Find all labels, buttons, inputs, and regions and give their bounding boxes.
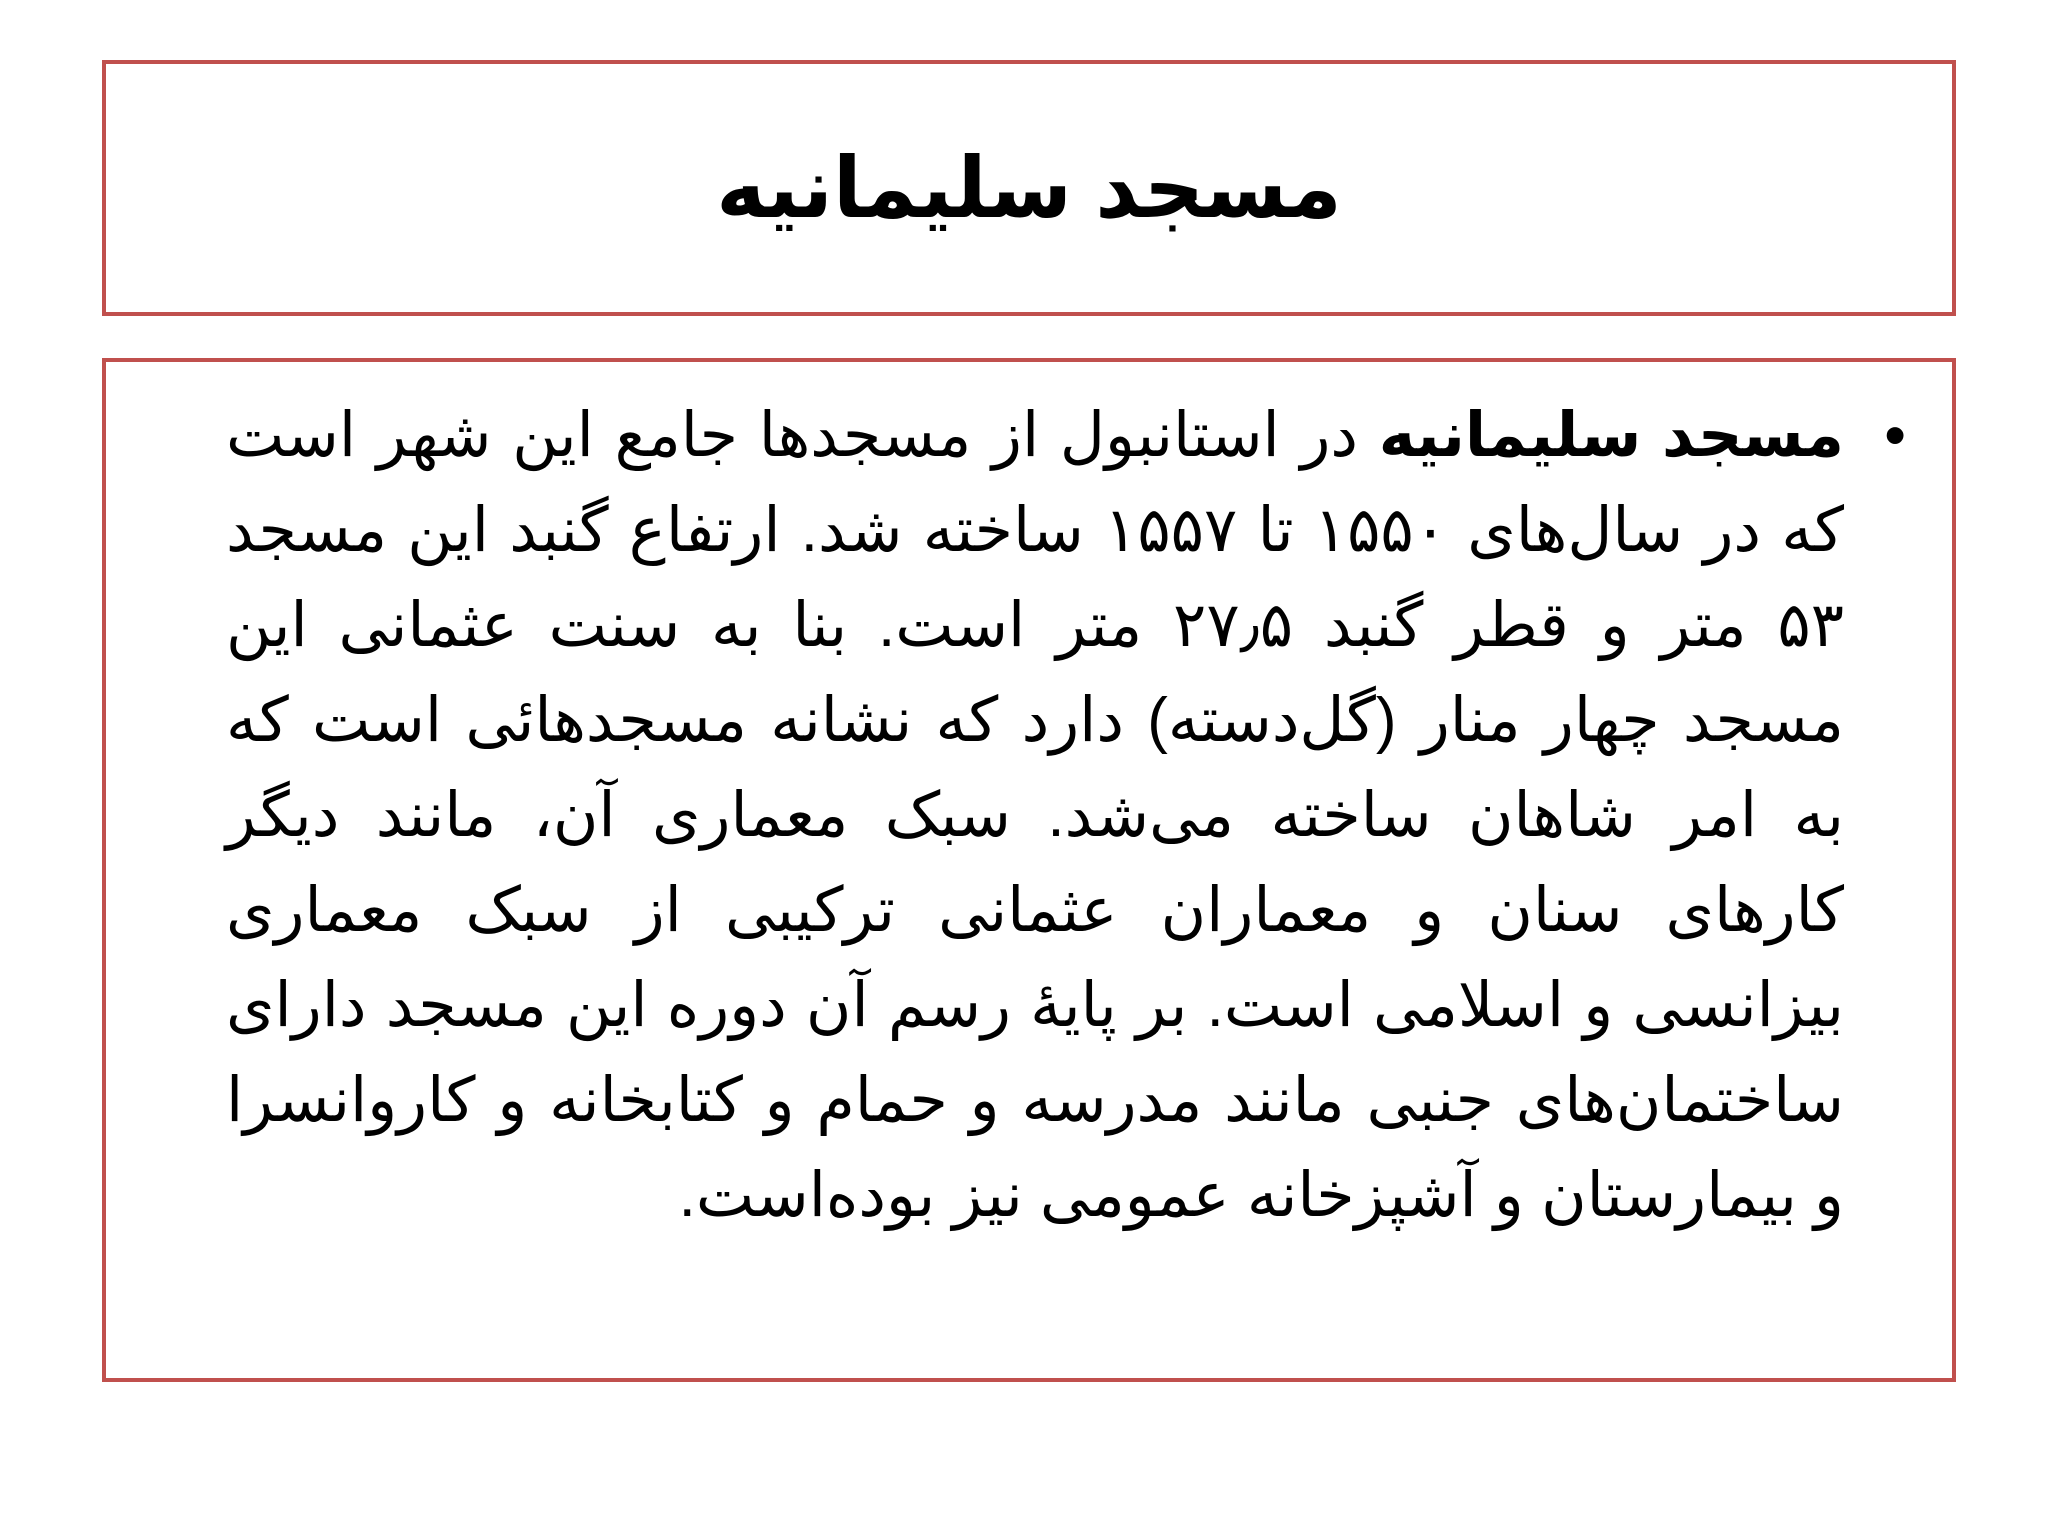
slide-title: مسجد سلیمانیه <box>716 141 1342 235</box>
bullet-text: در استانبول از مسجدها جامع این شهر است که در سال‌های ۱۵۵۰ تا ۱۵۵۷ ساخته شد. ارتفاع گنبد این مسجد ۵۳ متر و قطر گنبد ۲۷٫۵ متر است. بنا به سنت عثمانی این مسجد چهار منار (گل‌دسته) دارد که نشانه مسجدهائی است که به امر شاهان ساخته می‌شد. سبک معماری آن، مانند دیگر کارهای سنان و معماران عثمانی ترکیبی از سبک معماری بیزانسی و اسلامی است. بر پایهٔ رسم آن دوره این مسجد دارای ساختمان‌های جنبی مانند مدرسه و حمام و کتابخانه و کاروانسرا و بیمارستان و آشپزخانه عمومی نیز بوده‌است. <box>226 401 1844 1230</box>
bullet-marker: • <box>1884 401 1906 470</box>
content-placeholder <box>102 358 1956 1382</box>
bullet-item <box>226 388 1906 1243</box>
bullet-list <box>226 388 1906 1243</box>
bullet-lead-bold: مسجد سلیمانیه <box>1378 401 1844 470</box>
title-placeholder <box>102 60 1956 316</box>
